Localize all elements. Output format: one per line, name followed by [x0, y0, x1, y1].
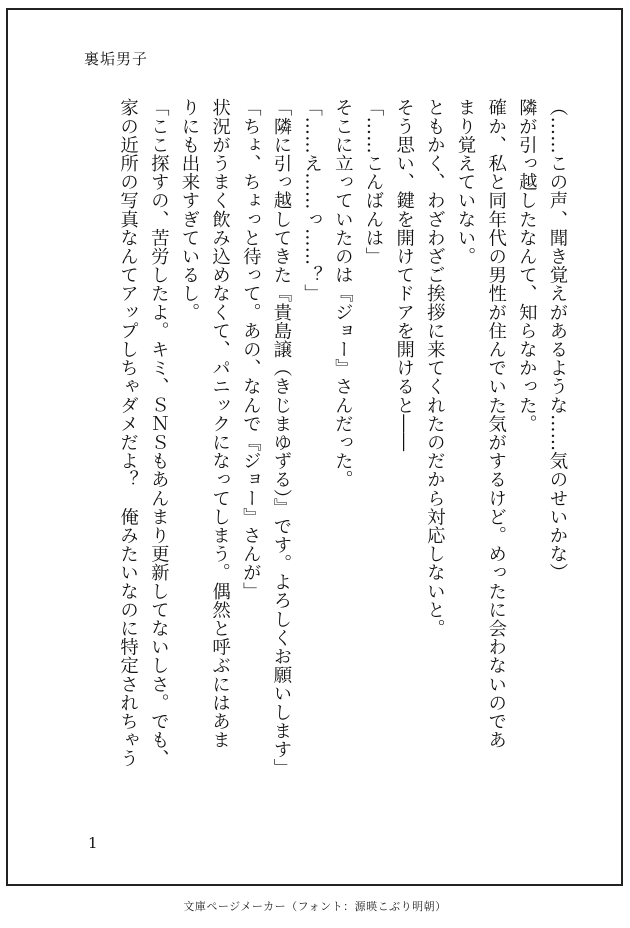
text-line: 状況がうまく飲み込めなくて、パニックになってしまう。偶然と呼ぶにはあま [209, 98, 231, 749]
text-line: 家の近所の写真なんてアップしちゃダメだよ？ 俺みたいなのに特定されちゃう [117, 98, 139, 768]
text-line: 「……え……っ……？」 [301, 98, 323, 303]
vertical-text-body [113, 98, 573, 810]
page-number: 1 [88, 834, 98, 852]
text-line: （……この声、聞き覚えがあるような……気のせいかな） [547, 98, 568, 582]
text-line: まり覚えていない。 [454, 98, 476, 266]
text-line: そこに立っていたのは『ジョー』さんだった。 [332, 98, 354, 489]
text-line: そう思い、鍵を開けてドアを開けると―― [393, 98, 415, 452]
text-line: 「ここ探すの、苦労したよ。キミ、ＳＮＳもあんまり更新してないしさ。でも、 [148, 98, 170, 768]
text-line: 確か、私と同年代の男性が住んでいた気がするけど。めったに会わないのであ [485, 98, 507, 749]
book-title: 裏垢男子 [84, 50, 149, 68]
footer-credit: 文庫ページメーカー（フォント：源暎こぶり明朝） [183, 900, 447, 913]
text-line: 「隣に引っ越してきた『貴島譲（きじまゆずる）』です。よろしくお願いします」 [270, 98, 292, 777]
text-line: 「ちょ、ちょっと待って。あの、なんで『ジョー』さんが」 [240, 98, 262, 601]
text-line: 隣が引っ越したなんて、知らなかった。 [516, 98, 538, 433]
book-page [6, 8, 623, 886]
text-line: ともかく、わざわざご挨拶に来てくれたのだから対応しないと。 [424, 98, 446, 638]
text-line: 「……こんばんは」 [362, 98, 384, 266]
text-line: りにも出来すぎているし。 [178, 98, 200, 322]
